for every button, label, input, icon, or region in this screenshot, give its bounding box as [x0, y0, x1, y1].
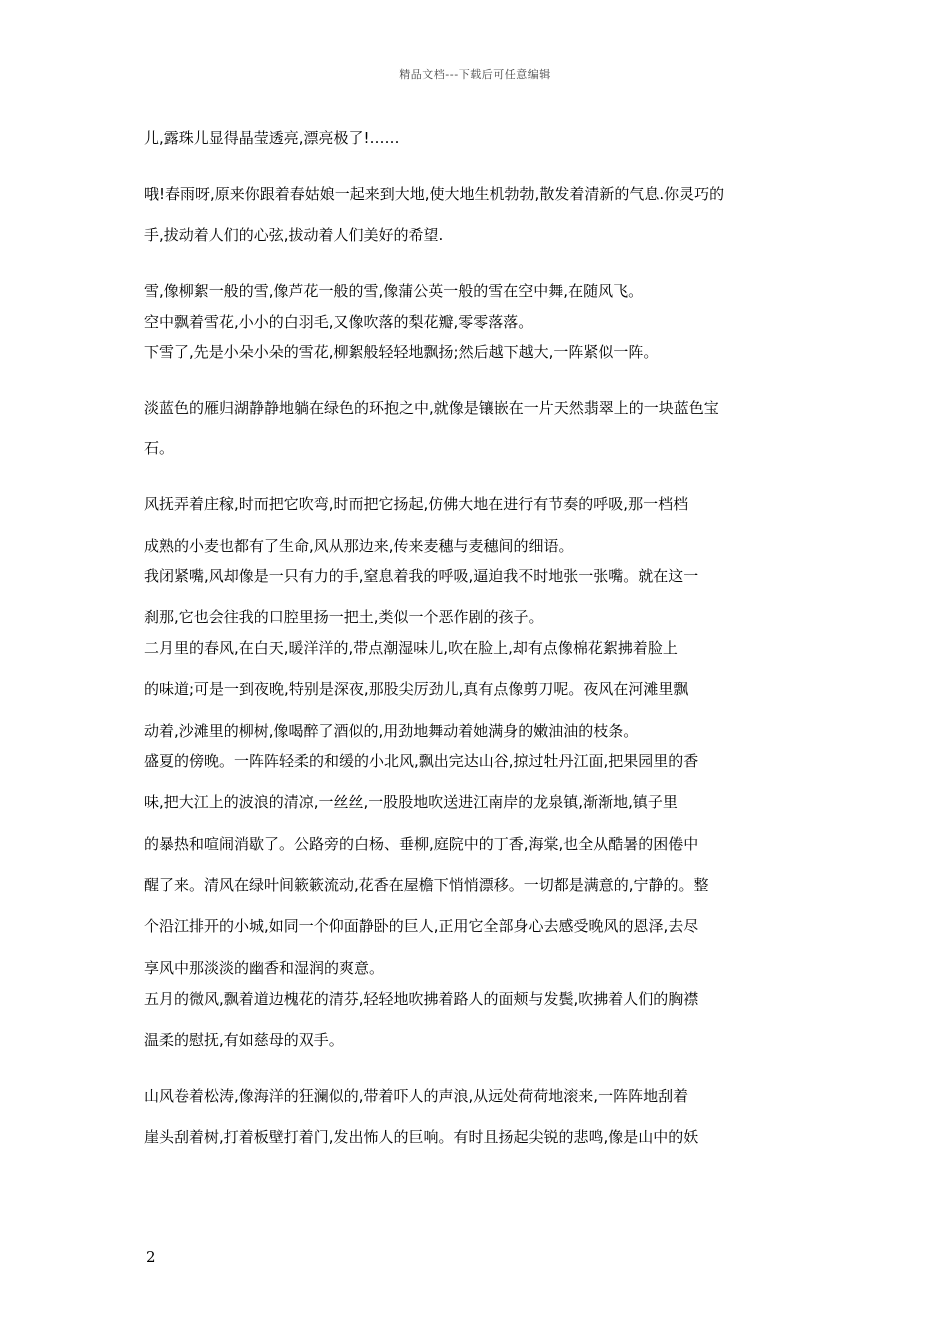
text-line: 雪,像柳絮一般的雪,像芦花一般的雪,像蒲公英一般的雪在空中舞,在随风飞。: [144, 282, 644, 300]
text-line: 刹那,它也会往我的口腔里扬一把土,类似一个恶作剧的孩子。: [144, 608, 544, 626]
text-line: 个沿江排开的小城,如同一个仰面静卧的巨人,正用它全部身心去感受晚风的恩泽,去尽: [144, 917, 699, 935]
paragraph: [144, 754, 816, 976]
paragraph: [144, 315, 816, 330]
page-number: 2: [146, 1248, 156, 1266]
text-line: 哦!春雨呀,原来你跟着春姑娘一起来到大地,使大地生机勃勃,散发着清新的气息.你灵巧的: [144, 185, 725, 203]
paragraph: [144, 497, 816, 554]
paragraph: [144, 569, 816, 625]
paragraph: [144, 131, 816, 146]
text-line: 盛夏的傍晚。一阵阵轻柔的和缓的小北风,飘出完达山谷,掠过牡丹江面,把果园里的香: [144, 752, 699, 770]
text-line: 味,把大江上的波浪的清凉,一丝丝,一股股地吹送进江南岸的龙泉镇,渐渐地,镇子里: [144, 793, 678, 811]
text-line: 儿,露珠儿显得晶莹透亮,漂亮极了!……: [144, 129, 400, 147]
page-header: 精品文档---下载后可任意编辑: [399, 68, 551, 81]
paragraph: [144, 284, 816, 299]
text-line: 手,拔动着人们的心弦,拔动着人们美好的希望.: [144, 226, 444, 244]
document-body: [144, 124, 816, 1145]
text-line: 下雪了,先是小朵小朵的雪花,柳絮般轻轻地飘扬;然后越下越大,一阵紧似一阵。: [144, 343, 659, 361]
text-line: 风抚弄着庄稼,时而把它吹弯,时而把它扬起,仿佛大地在进行有节奏的呼吸,那一档档: [144, 495, 689, 513]
text-line: 空中飘着雪花,小小的白羽毛,又像吹落的梨花瓣,零零落落。: [144, 313, 534, 331]
text-line: 我闭紧嘴,风却像是一只有力的手,窒息着我的呼吸,逼迫我不时地张一张嘴。就在这一: [144, 567, 699, 585]
paragraph: [144, 1089, 816, 1145]
text-line: 享风中那淡淡的幽香和湿润的爽意。: [144, 959, 385, 977]
text-line: 成熟的小麦也都有了生命,风从那边来,传来麦穗与麦穗间的细语。: [144, 537, 574, 555]
paragraph: [144, 187, 816, 243]
text-line: 的暴热和喧闹消歇了。公路旁的白杨、垂柳,庭院中的丁香,海棠,也全从酷暑的困倦中: [144, 835, 699, 853]
text-line: 温柔的慰抚,有如慈母的双手。: [144, 1031, 344, 1049]
paragraph: [144, 992, 816, 1048]
text-line: 五月的微风,飘着道边槐花的清芬,轻轻地吹拂着路人的面颊与发鬓,吹拂着人们的胸襟: [144, 990, 699, 1008]
paragraph: [144, 345, 816, 360]
paragraph: [144, 641, 816, 739]
paragraph: [144, 401, 816, 456]
text-line: 山风卷着松涛,像海洋的狂澜似的,带着吓人的声浪,从远处荷荷地滚来,一阵阵地刮着: [144, 1087, 689, 1105]
text-line: 石。: [144, 439, 175, 457]
text-line: 的味道;可是一到夜晚,特别是深夜,那股尖厉劲儿,真有点像剪刀呢。夜风在河滩里飘: [144, 680, 689, 698]
text-line: 崖头刮着树,打着板壁打着门,发出怖人的巨响。有时且扬起尖锐的悲鸣,像是山中的妖: [144, 1128, 699, 1146]
text-line: 醒了来。清风在绿叶间簌簌流动,花香在屋檐下悄悄漂移。一切都是满意的,宁静的。整: [144, 876, 709, 894]
text-line: 动着,沙滩里的柳树,像喝醉了酒似的,用劲地舞动着她满身的嫩油油的枝条。: [144, 722, 639, 740]
text-line: 淡蓝色的雁归湖静静地躺在绿色的环抱之中,就像是镶嵌在一片天然翡翠上的一块蓝色宝: [144, 399, 719, 417]
text-line: 二月里的春风,在白天,暖洋洋的,带点潮湿味儿,吹在脸上,却有点像棉花絮拂着脸上: [144, 639, 678, 657]
